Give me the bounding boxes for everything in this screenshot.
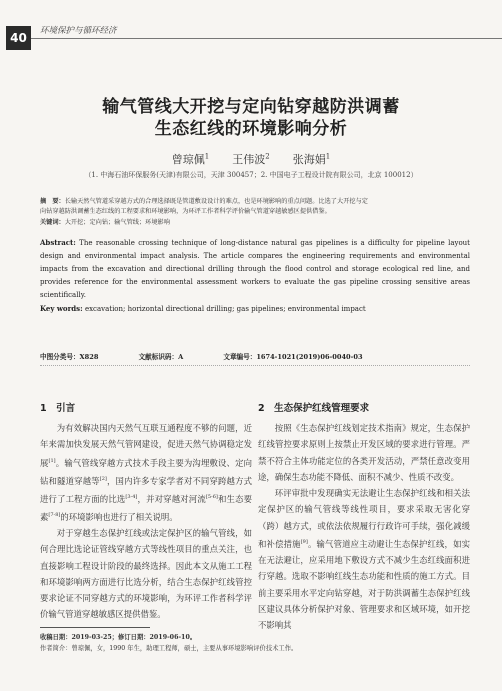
left-column [40, 420, 252, 623]
document-code: 文献标识码：A [138, 353, 184, 361]
abstract-en-label: Abstract: [40, 238, 76, 247]
citation: [9] [300, 539, 308, 546]
author-sup: 2 [265, 152, 270, 161]
paragraph: 对于穿越生态保护红线或法定保护区的输气管线，如何合理比选论证管线穿越方式等线性项目的重点关注，也直接影响工程设计阶段的最终选择。因此本文从施工工程和环境影响两方面进行比选分析，结合生态保护红线管控要求论证不同穿越方式的环境影响，为环评工作者科学评价输气管道穿越敏感区提供借鉴。 [40, 527, 252, 620]
citation: [2] [99, 475, 107, 482]
clc-number: 中图分类号：X828 [40, 353, 99, 361]
section-1-heading: 1 引言 [40, 403, 76, 414]
author-name: 张海娟 [292, 153, 326, 166]
paragraph: 为有效解决国内天然气互联互通程度不够的问题，近年来需加快发展天然气管网建设，促进天然气协调稳定发展[1]。输气管线穿越方式技术手段主要为沟埋敷设、定向钻和隧道穿越等[2]，国内许多专家学者对不同穿跨越方式进行了工程方面的比选[3-4]，并对穿越对河流[5-6]和生态要素[7-8]的环境影响也进行了相关说明。 [40, 423, 253, 522]
keywords-cn-text: 大开挖；定向钻；输气管线；环境影响 [64, 219, 170, 226]
citation: [5-6] [205, 493, 218, 500]
footnote-rule [40, 627, 150, 628]
paper-title-line2: 生态红线的环境影响分析 [154, 119, 348, 139]
right-column [258, 420, 470, 634]
abstract-en-text: The reasonable crossing technique of long-distance natural gas pipelines is a difficulty for pipeline layout design and environmental impact analysis. The article compares the engineering requirements and environmental impacts from the excavation and directional drilling through the flood control and storage ecological red line, and provides reference for the environmental assessment workers to evaluate the gas pipeline crossing sensitive areas scientifically. [40, 239, 470, 299]
keywords-en [40, 302, 470, 316]
classification-meta [40, 351, 470, 361]
author-sup: 1 [325, 152, 331, 161]
abstract-cn-text: 长输天然气管道采穿越方式的合理选择既是管道敷设设计的难点，也是环境影响的重点问题。比选了大开挖与定 [64, 198, 368, 205]
keywords-cn [40, 218, 470, 228]
abstract-cn-line2: 向钻穿越防洪调蓄生态红线的工程要求和环境影响，为环评工作者科学评价输气管道穿越敏感区提供借鉴。 [40, 208, 331, 215]
citation: [3-4] [125, 493, 138, 500]
citation: [7-8] [48, 511, 61, 518]
received-date: 收稿日期：2019-03-25；修订日期：2019-06-10。 [40, 634, 197, 641]
abstract-en [40, 236, 470, 316]
abstract-cn-label: 摘 要： [40, 198, 65, 205]
section-2-heading: 2 生态保护红线管理要求 [258, 403, 370, 414]
affiliation: （1. 中海石油环保服务(天津)有限公司，天津 300457；2. 中国电子工程设计院有限公司，北京 100012） [84, 171, 418, 179]
keywords-en-label: Key words: [40, 304, 83, 313]
paper-title-line1: 输气管线大开挖与定向钻穿越防洪调蓄 [102, 97, 400, 117]
keywords-cn-label: 关键词： [40, 219, 65, 226]
author-bio: 作者简介：曾琼佩，女，1990 年生，助理工程师，硕士，主要从事环境影响评价技术工作。 [40, 645, 298, 652]
header-rule [31, 38, 502, 39]
author-name: 曾琼佩 [171, 153, 205, 166]
abstract-separator [40, 365, 470, 366]
paragraph: 按照《生态保护红线划定技术指南》规定，生态保护红线管控要求原则上按禁止开发区域的要求进行管理。严禁不符合主体功能定位的各类开发活动，严禁任意改变用途，确保生态功能不降低、面积不减少、性质不改变。 [258, 423, 470, 482]
journal-name: 环境保护与循环经济 [40, 26, 117, 36]
abstract-cn-line1 [40, 197, 470, 207]
citation: [1] [48, 457, 56, 464]
author-list [0, 151, 502, 167]
keywords-en-text: excavation; horizontal directional drilling; gas pipelines; environmental impact [84, 305, 366, 313]
author-name: 王伟波 [232, 153, 266, 166]
page-number: 40 [6, 26, 31, 50]
author-sup: 1 [204, 152, 210, 161]
paragraph: 环评审批中发现确实无法避让生态保护红线和相关法定保护区的输气管线等线性项目，要求采取无害化穿（跨）越方式，或依法依规履行行政许可手续，强化减缓和补偿措施[9]。输气管道应主动避让生态保护红线，如实在无法避让，应采用地下敷设方式不减少生态红线面积进行穿越。选取不影响红线生态功能和性质的施工方式。目前主要采用水平定向钻穿越，对于防洪调蓄生态保护红线区建议具体分析保护对象、管理要求和区域环境，如开挖不影响其 [258, 488, 471, 631]
article-number: 文章编号：1674-1021(2019)06-0040-03 [223, 353, 363, 361]
